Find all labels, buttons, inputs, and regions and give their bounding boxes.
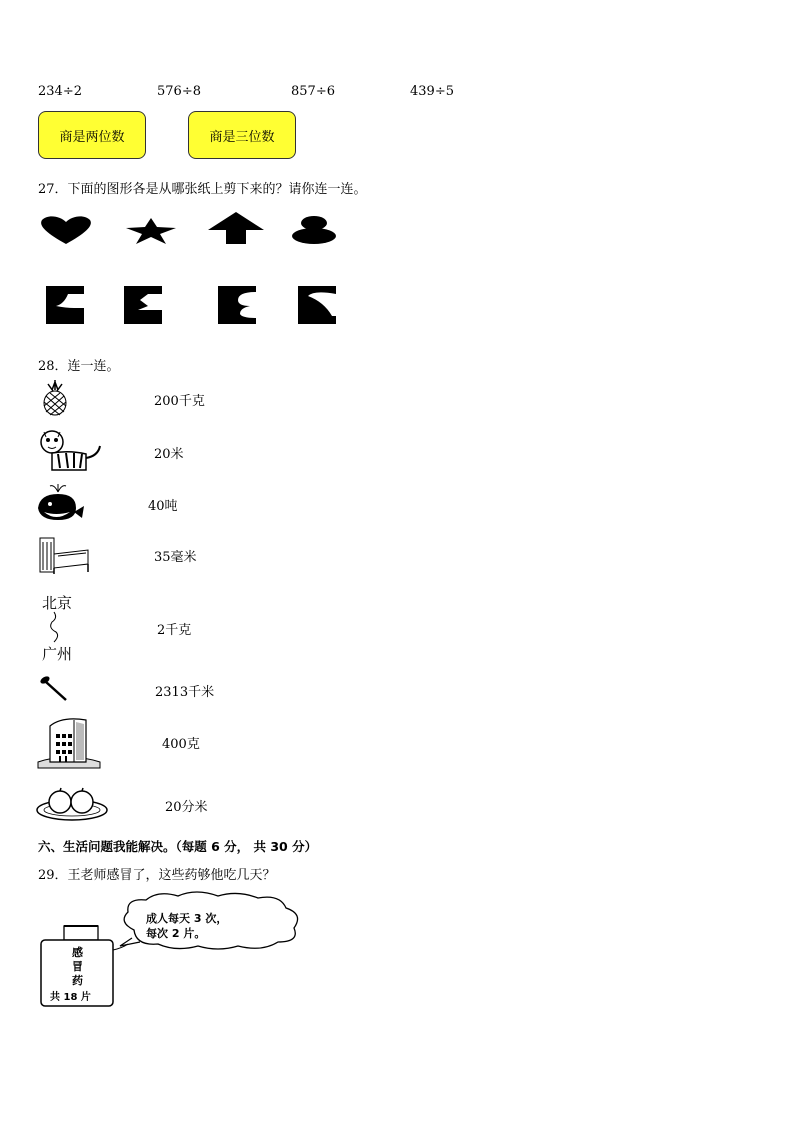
division-expression: 576÷8: [157, 84, 201, 99]
section-6-heading: 六、生活问题我能解决。（每题 6 分， 共 30 分）: [38, 839, 318, 854]
route-line: [44, 612, 74, 644]
bottle-label-char: 药: [72, 974, 83, 987]
fruit-plate-icon: [36, 786, 108, 822]
nail-icon: [38, 674, 72, 704]
unit-label: 20米: [154, 447, 184, 462]
unit-label: 200千克: [154, 394, 205, 409]
tiger-icon: [38, 428, 102, 474]
question-27: 27．下面的图形各是从哪张纸上剪下来的？请你连一连。: [38, 182, 367, 197]
gourd-shape-icon: [292, 216, 336, 244]
bottle-label-char: 感: [72, 946, 83, 959]
beijing-label: 北京: [42, 594, 73, 612]
unit-label: 2313千米: [155, 685, 215, 700]
guangzhou-label: 广州: [42, 645, 73, 663]
division-expression: 439÷5: [410, 84, 454, 99]
cut-paper-1: [46, 286, 84, 324]
two-digit-quotient-bubble: 商是两位数: [38, 111, 146, 159]
arrow-shape-icon: [208, 212, 264, 244]
whale-icon: [36, 482, 86, 524]
question-29: 29．王老师感冒了，这些药够他吃几天？: [38, 868, 276, 883]
unit-label: 20分米: [165, 800, 208, 815]
unit-label: 2千克: [157, 623, 192, 638]
cut-paper-2: [124, 286, 162, 324]
star-shape-icon: [126, 218, 176, 244]
cut-paper-4: [298, 286, 336, 324]
division-expression: 234÷2: [38, 84, 82, 99]
dosage-line-2: 每次 2 片。: [146, 927, 206, 940]
unit-label: 40吨: [148, 499, 178, 514]
bottle-total: 共 18 片: [50, 992, 91, 1003]
building-icon: [38, 712, 100, 768]
pineapple-icon: [38, 380, 72, 416]
unit-label: 400克: [162, 737, 200, 752]
cut-paper-3: [218, 286, 256, 324]
dosage-line-1: 成人每天 3 次，: [146, 912, 228, 925]
division-expression: 857÷6: [291, 84, 335, 99]
three-digit-quotient-bubble: 商是三位数: [188, 111, 296, 159]
heart-shape-icon: [38, 216, 94, 246]
bottle-label-char: 冒: [72, 960, 83, 973]
bed-icon: [38, 532, 92, 574]
unit-label: 35毫米: [154, 550, 197, 565]
question-28: 28．连一连。: [38, 359, 120, 374]
